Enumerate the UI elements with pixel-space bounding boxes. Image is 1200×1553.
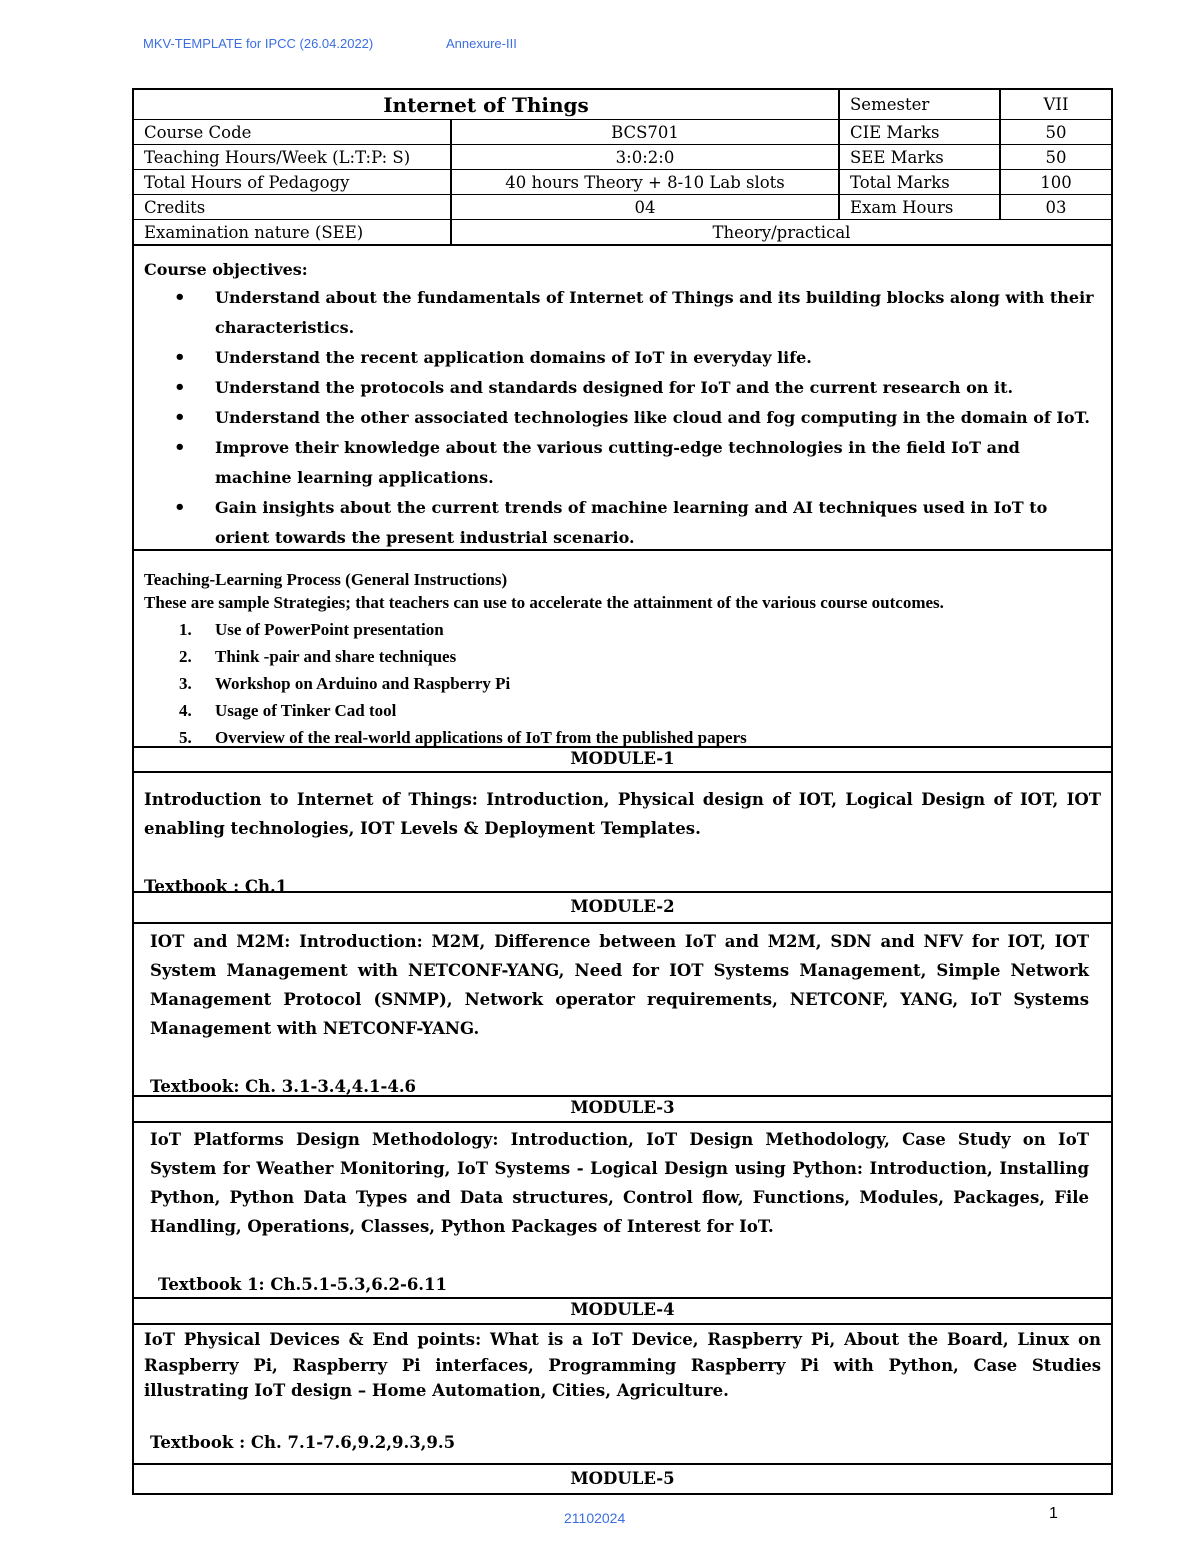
tlp-intro: These are sample Strategies; that teachers can use to accelerate the attainment of the various course outcomes.	[144, 593, 944, 612]
module-4-heading: MODULE-4	[134, 1299, 1111, 1325]
module-2-body: IOT and M2M: Introduction: M2M, Difference between IoT and M2M, SDN and NFV for IOT, IOT System Management with NETCONF-YANG, Need for IOT Systems Management, Simple Network Management Protocol (SNMP), Network operator requirements, NETCONF, YANG, IoT Systems Management with NETCONF-YANG.	[150, 932, 1089, 1038]
module-4-body: IoT Physical Devices & End points: What is a IoT Device, Raspberry Pi, About the Board, Linux on Raspberry Pi, Raspberry Pi interfaces, Programming Raspberry Pi with Python, Case Studies illustrating IoT design – Home Automation, Cities, Agriculture.	[144, 1330, 1101, 1400]
module-1-textbook: Textbook : Ch.1	[144, 877, 288, 896]
header-annexure-label: Annexure-III	[446, 36, 517, 51]
row-value: 3:0:2:0	[452, 145, 840, 169]
row-value-2: 50	[1045, 122, 1067, 142]
module-3-heading: MODULE-3	[134, 1097, 1111, 1123]
course-document	[132, 88, 1113, 1495]
tlp-item-text: Think -pair and share techniques	[215, 647, 457, 666]
row-value-2: 50	[1045, 147, 1067, 167]
module-3-body: IoT Platforms Design Methodology: Introduction, IoT Design Methodology, Case Study on IoT System for Weather Monitoring, IoT Systems - Logical Design using Python: Introduction, Installing Python, Python Data Types and Data structures, Control flow, Functions, Modules, Packages, File Handling, Operations, Classes, Python Packages of Interest for IoT.	[150, 1130, 1089, 1236]
module-3-textbook: Textbook 1: Ch.5.1-5.3,6.2-6.11	[158, 1275, 447, 1294]
tlp-list	[144, 616, 1101, 751]
tlp-item-text: Overview of the real-world applications of IoT from the published papers	[215, 728, 747, 747]
objectives-title: Course objectives:	[144, 260, 308, 279]
semester-value: VII	[1043, 95, 1069, 114]
tlp-item-text: Use of PowerPoint presentation	[215, 620, 444, 639]
module-4-content	[134, 1325, 1111, 1465]
course-title: Internet of Things	[383, 92, 589, 117]
exam-nature-value: Theory/practical	[712, 222, 851, 242]
course-objectives	[134, 246, 1111, 551]
exam-nature-label: Examination nature (SEE)	[134, 220, 452, 244]
module-1-content	[134, 773, 1111, 896]
semester-label: Semester	[840, 90, 1001, 119]
tlp-item-text: Usage of Tinker Cad tool	[215, 701, 397, 720]
tlp-title: Teaching-Learning Process (General Instructions)	[144, 570, 508, 589]
row-label: Credits	[134, 195, 452, 219]
module-2-textbook: Textbook: Ch. 3.1-3.4,4.1-4.6	[150, 1077, 417, 1096]
row-label: Teaching Hours/Week (L:T:P: S)	[134, 145, 452, 169]
row-label: Total Hours of Pedagogy	[134, 170, 452, 194]
tlp-item-number: 1.	[179, 620, 192, 639]
tlp-item	[179, 616, 1101, 643]
row-value: 40 hours Theory + 8-10 Lab slots	[452, 170, 840, 194]
row-value: BCS701	[452, 120, 840, 144]
tlp-item	[179, 643, 1101, 670]
course-info-row	[134, 195, 1111, 220]
tlp-item-number: 4.	[179, 701, 192, 720]
objective-item: • Improve their knowledge about the various cutting-edge technologies in the field IoT and machine learning applications.	[215, 433, 1101, 493]
tlp-item	[179, 697, 1101, 724]
teaching-learning-process	[134, 551, 1111, 748]
course-info-row	[134, 170, 1111, 195]
module-2-content	[134, 924, 1111, 1097]
objective-item: • Understand the other associated technologies like cloud and fog computing in the domain of IoT.	[215, 403, 1101, 433]
exam-nature-row	[134, 220, 1111, 244]
row-label-2: SEE Marks	[840, 145, 1001, 169]
course-info-table	[134, 90, 1111, 246]
module-1-heading: MODULE-1	[134, 748, 1111, 773]
module-1-body: Introduction to Internet of Things: Introduction, Physical design of IOT, Logical Design of IOT, IOT enabling technologies, IOT Levels & Deployment Templates.	[144, 790, 1101, 838]
page-number: 1	[1049, 1505, 1058, 1522]
row-value-2: 03	[1045, 197, 1067, 217]
row-label-2: CIE Marks	[840, 120, 1001, 144]
objectives-list	[144, 283, 1101, 553]
tlp-item-text: Workshop on Arduino and Raspberry Pi	[215, 674, 511, 693]
objective-item: • Understand the protocols and standards designed for IoT and the current research on it.	[215, 373, 1101, 403]
objective-item: • Understand the recent application domains of IoT in everyday life.	[215, 343, 1101, 373]
row-label-2: Exam Hours	[840, 195, 1001, 219]
module-2-heading: MODULE-2	[134, 893, 1111, 924]
module-5-heading: MODULE-5	[134, 1465, 1111, 1495]
row-value-2: 100	[1040, 172, 1072, 192]
row-label-2: Total Marks	[840, 170, 1001, 194]
tlp-item-number: 2.	[179, 647, 192, 666]
module-3-content	[134, 1123, 1111, 1299]
tlp-item	[179, 724, 1101, 751]
header-template-label: MKV-TEMPLATE for IPCC (26.04.2022)	[143, 36, 374, 51]
row-value: 04	[452, 195, 840, 219]
course-info-row	[134, 145, 1111, 170]
objective-item: • Gain insights about the current trends of machine learning and AI techniques used in IoT to orient towards the present industrial scenario.	[215, 493, 1101, 553]
tlp-item-number: 5.	[179, 728, 192, 747]
tlp-item	[179, 670, 1101, 697]
tlp-item-number: 3.	[179, 674, 192, 693]
course-info-row	[134, 120, 1111, 145]
module-4-textbook: Textbook : Ch. 7.1-7.6,9.2,9.3,9.5	[150, 1432, 456, 1452]
course-title-cell	[134, 90, 840, 119]
footer-document-id: 21102024	[564, 1510, 626, 1526]
objective-item: • Understand about the fundamentals of Internet of Things and its building blocks along with their characteristics.	[215, 283, 1101, 343]
row-label: Course Code	[134, 120, 452, 144]
